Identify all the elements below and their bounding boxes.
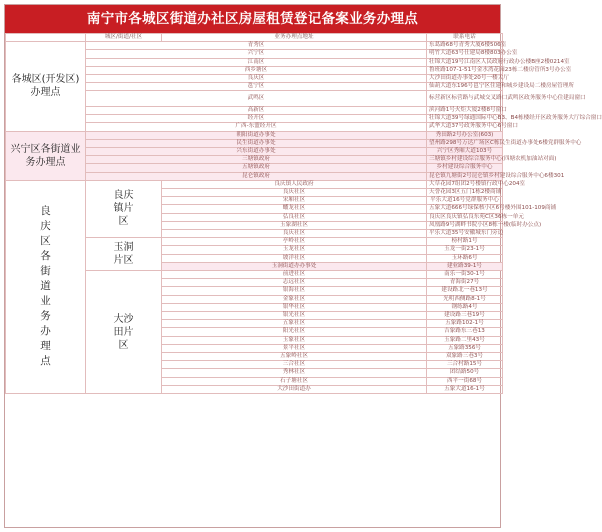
office-address: 光明西侧路8-1号 [427,295,503,303]
office-name: 玉象社区 [162,336,427,344]
office-name: 良庆区 [86,75,427,83]
office-address: 建设路北一巷13号 [427,287,503,295]
office-name: 蟠龙社区 [162,205,427,213]
district-label-liangqing-text: 良庆区各街道业务办理点 [40,205,51,368]
office-address: 大沙田街道办事处20号一楼大厅 [427,75,503,83]
office-address: 滨河路1号火炬大厦2楼8号窗口 [427,106,503,114]
office-name: 江南区 [86,58,427,66]
office-address: 团结路50号 [427,369,503,377]
office-name: 广西-东盟经开区 [86,123,427,131]
district-label-liangqing [6,180,86,393]
office-name: 五象社区 [162,320,427,328]
registration-table-card [4,4,602,528]
office-name: 秀林社区 [162,369,427,377]
office-address: 仙葫大道东196号邕宁区住建和城乡建设局二楼房屋管理所 [427,83,503,91]
office-address: 西平一街68号 [427,377,503,385]
office-address: 鲁班路107-1-51号金水湾花园23栋二楼房管所3号办公室 [427,66,503,74]
office-address: 玉环路6号 [427,254,503,262]
office-address: 玉龙一街23-1号 [427,246,503,254]
office-address: 平乐大道16号党群服务中心 [427,197,503,205]
office-address: 秀田路2号办公室(603) [427,131,503,139]
area-label-yd [86,238,162,271]
office-name: 三合社区 [162,361,427,369]
office-address: 乡村建设综合服务中心 [427,164,503,172]
office-name: 西乡塘区 [86,66,427,74]
office-name: 兴宁区 [86,50,427,58]
office-name: 银光社区 [162,312,427,320]
office-address: 兴宁区秀厢大道103号 [427,147,503,155]
office-name: 良庆社区 [162,229,427,237]
header-address: 业务办理点地址 [162,34,427,42]
office-name: 银华社区 [162,303,427,311]
office-address: 五象路102-1号 [427,320,503,328]
office-address: 双象路三巷3号 [427,353,503,361]
office-name: 阳光社区 [162,328,427,336]
office-name: 景平社区 [162,344,427,352]
office-name: 宋厢社区 [162,197,427,205]
office-address: 建设路三巷19号 [427,312,503,320]
table-row [6,131,503,139]
office-table [5,33,602,394]
office-name: 三塘镇政府 [86,156,427,164]
district-label-cheng: 各城区(开发区)办理点 [6,42,86,131]
area-label-lq [86,180,162,237]
office-name: 邕宁区 [86,83,427,91]
header-office: 城区/街道/社区 [86,34,162,42]
office-address: 天誉花园3区五门1栋2楼商铺 [427,188,503,196]
office-name: 玉洞街道办办事处 [162,262,427,270]
office-name: 青秀区 [86,42,427,50]
office-address: 青海街27号 [427,279,503,287]
table-row [6,180,503,188]
office-address: 钢练路4号 [427,303,503,311]
office-address: 望州路298号万达广场区C栋民生街道办事处6楼党群服务中心 [427,139,503,147]
office-name: 银海社区 [162,287,427,295]
district-label-xingning: 兴宁区各街道业务办理点 [6,131,86,180]
area-label-yd-text: 玉洞片区 [113,242,134,267]
table-row [6,42,503,50]
table-header-row [6,34,503,42]
page-title: 南宁市各城区街道办社区房屋租赁登记备案业务办理点 [5,5,500,33]
office-name: 亭岭社区 [162,238,427,246]
office-name: 昆仑镇政府 [86,172,427,180]
area-label-dst-text: 大沙田片区 [113,313,134,351]
office-name: 大沙田街道办 [162,385,427,393]
office-name: 兴东街道办事处 [86,147,427,155]
office-address: 东葛路68号青秀大厦6楼506室 [427,42,503,50]
office-name: 朝阳街道办事处 [86,131,427,139]
office-name: 良庆镇人民政府 [162,180,427,188]
office-address: 大草花园7组团2号楼镇行政中心204室 [427,180,503,188]
office-name: 坡洋社区 [162,254,427,262]
office-address: 南乐一街30-1号 [427,270,503,278]
header-phone: 联系电话 [427,34,503,42]
office-name: 金象社区 [162,295,427,303]
header-blank [6,34,86,42]
office-address: 壮锦大道19号江南区人民政府行政办公楼B座2楼0214室 [427,58,503,66]
office-name: 五塘镇政府 [86,164,427,172]
office-address: 良庆区良庆镇弘良东苑C区36栋一单元 [427,213,503,221]
office-address: 玉象路二里43号 [427,336,503,344]
office-address: 明竹大道63号仕建局8楼803办公室 [427,50,503,58]
office-address: 平乐大道35号安徽城东门旁边 [427,229,503,237]
office-name: 玉龙社区 [162,246,427,254]
office-address: 三合村路15号 [427,361,503,369]
office-name: 民生街道办事处 [86,139,427,147]
office-address: 凤凰路9号湖畔书院小区8栋一楼(临时办公点) [427,221,503,229]
office-address: 壮锦大道39号绿通国际中心B3、B4栋楼经开区政务服务大厅综合窗口 [427,115,503,123]
office-address: 五象路356号 [427,344,503,352]
office-address: 昆仑镇九塘街2号昆仑镇乡村建设综合服务中心6楼301 [427,172,503,180]
office-address: 标营新区标营路与武城交叉路口武鸣区政务服务中心住建局窗口 [427,91,503,107]
office-address: 建业路39-1号 [427,262,503,270]
office-name: 玉象湖社区 [162,221,427,229]
office-address: 五象大道16-1号 [427,385,503,393]
area-label-dst [86,270,162,393]
office-name: 石子塘社区 [162,377,427,385]
office-name: 志远社区 [162,279,427,287]
office-name: 武鸣区 [86,91,427,107]
office-address: 吉象路东三巷13 [427,328,503,336]
office-table-body [6,34,602,394]
office-address: 五象大道666号绿保核小区6号楼外围101-109商铺 [427,205,503,213]
office-name: 经开区 [86,115,427,123]
office-address: 武华大道37号政务服务中心6号窗口 [427,123,503,131]
office-address: 榜村路1号 [427,238,503,246]
office-address: 三塘镇乡村建设综合服务中心(四塘农机加油站对面) [427,156,503,164]
office-name: 高新区 [86,106,427,114]
office-name: 良庆社区 [162,188,427,196]
area-label-lq-text: 良庆镇片区 [113,190,134,228]
office-name: 五象岭社区 [162,353,427,361]
office-name: 前进社区 [162,270,427,278]
office-name: 弘良社区 [162,213,427,221]
